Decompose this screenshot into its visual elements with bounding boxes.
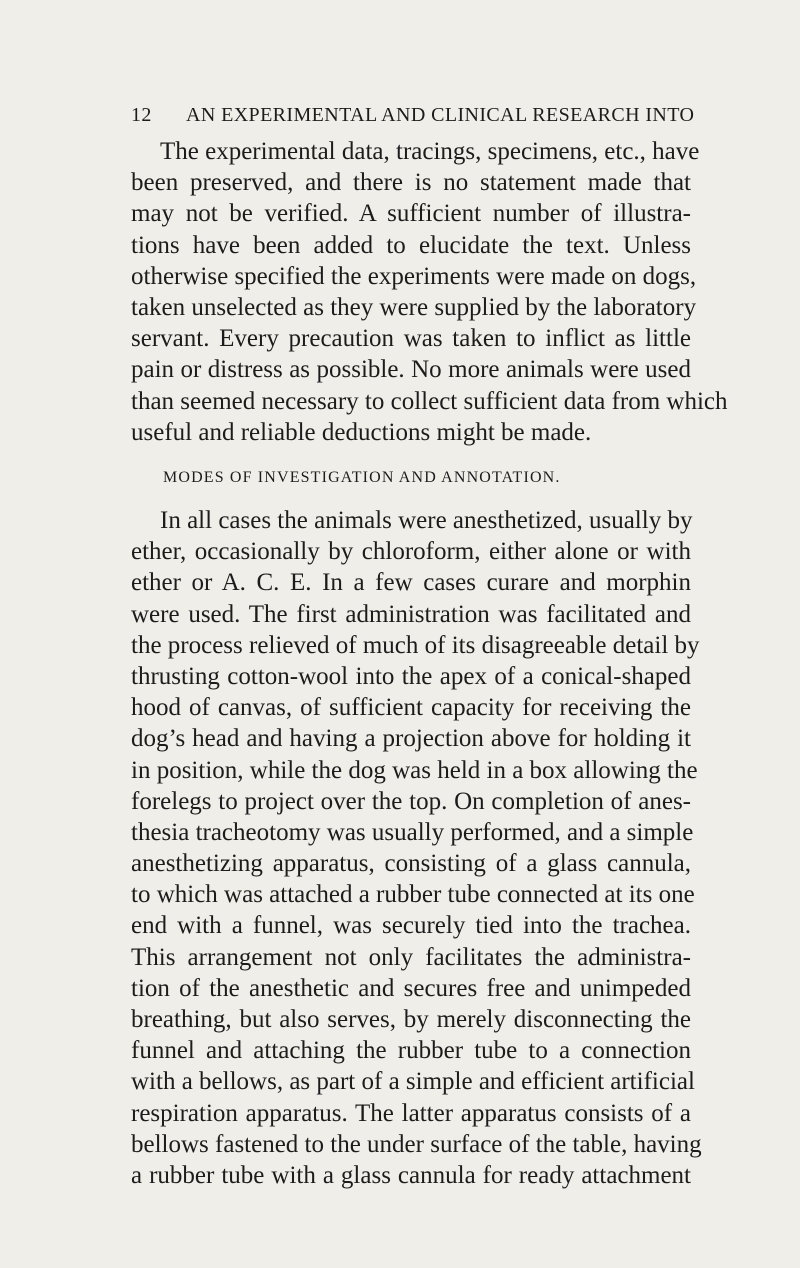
text-line: than seemed necessary to collect sufficient data from which <box>131 387 728 415</box>
page-number: 12 <box>131 104 152 126</box>
text-line: ether, occasionally by chloroform, either alone or with <box>131 538 691 566</box>
text-line: anesthetizing apparatus, consisting of a glass cannula, <box>131 850 691 878</box>
text-line: hood of canvas, of sufficient capacity for receiving the <box>131 694 691 722</box>
text-line: tion of the anesthetic and secures free and unimpeded <box>131 974 691 1002</box>
text-line: to which was attached a rubber tube connected at its one <box>131 881 695 909</box>
text-line: breathing, but also serves, by merely disconnecting the <box>131 1006 691 1033</box>
text-line: in position, while the dog was held in a box allowing the <box>131 756 698 784</box>
text-line: pain or distress as possible. No more animals were used <box>131 356 691 384</box>
text-line: respiration apparatus. The latter apparatus consists of a <box>131 1099 691 1127</box>
text-line: with a bellows, as part of a simple and efficient artificial <box>131 1068 695 1096</box>
text-line: thrusting cotton-wool into the apex of a conical-shaped <box>131 662 691 690</box>
text-line: thesia tracheotomy was usually performed, and a simple <box>131 818 694 846</box>
text-line: funnel and attaching the rubber tube to a connection <box>131 1037 691 1065</box>
text-line: end with a funnel, was securely tied into the trachea. <box>131 912 691 940</box>
text-line: ether or A. C. E. In a few cases curare and morphin <box>131 569 691 597</box>
text-line: a rubber tube with a glass cannula for ready attachment <box>131 1161 691 1189</box>
text-line: the process relieved of much of its disagreeable detail by <box>131 631 700 659</box>
text-line: servant. Every precaution was taken to inflict as little <box>131 325 691 353</box>
text-line: otherwise specified the experiments were made on dogs, <box>131 262 697 290</box>
section-heading: MODES OF INVESTIGATION AND ANNOTATION. <box>163 469 561 486</box>
text-line: forelegs to project over the top. On completion of anes- <box>131 787 691 815</box>
paragraph-2 <box>131 505 702 1191</box>
text-line: The experimental data, tracings, specimens, etc., have <box>160 138 700 165</box>
text-line: may not be verified. A sufficient number of illustra- <box>131 200 691 228</box>
text-line: bellows fastened to the under surface of the table, having <box>131 1130 702 1158</box>
running-head-title: AN EXPERIMENTAL AND CLINICAL RESEARCH INTO <box>186 104 695 126</box>
text-line: been preserved, and there is no statement made that <box>131 169 691 197</box>
running-head <box>131 104 695 134</box>
paragraph-1 <box>131 136 728 448</box>
text-line: In all cases the animals were anesthetized, usually by <box>160 507 693 534</box>
text-line: useful and reliable deductions might be made. <box>131 418 592 446</box>
text-line: dog’s head and having a projection above for holding it <box>131 725 691 753</box>
text-line: This arrangement not only facilitates the administra- <box>131 943 691 971</box>
text-line: tions have been added to elucidate the text. Unless <box>131 231 691 259</box>
text-line: taken unselected as they were supplied by the laboratory <box>131 293 697 321</box>
text-line: were used. The first administration was facilitated and <box>131 600 691 628</box>
